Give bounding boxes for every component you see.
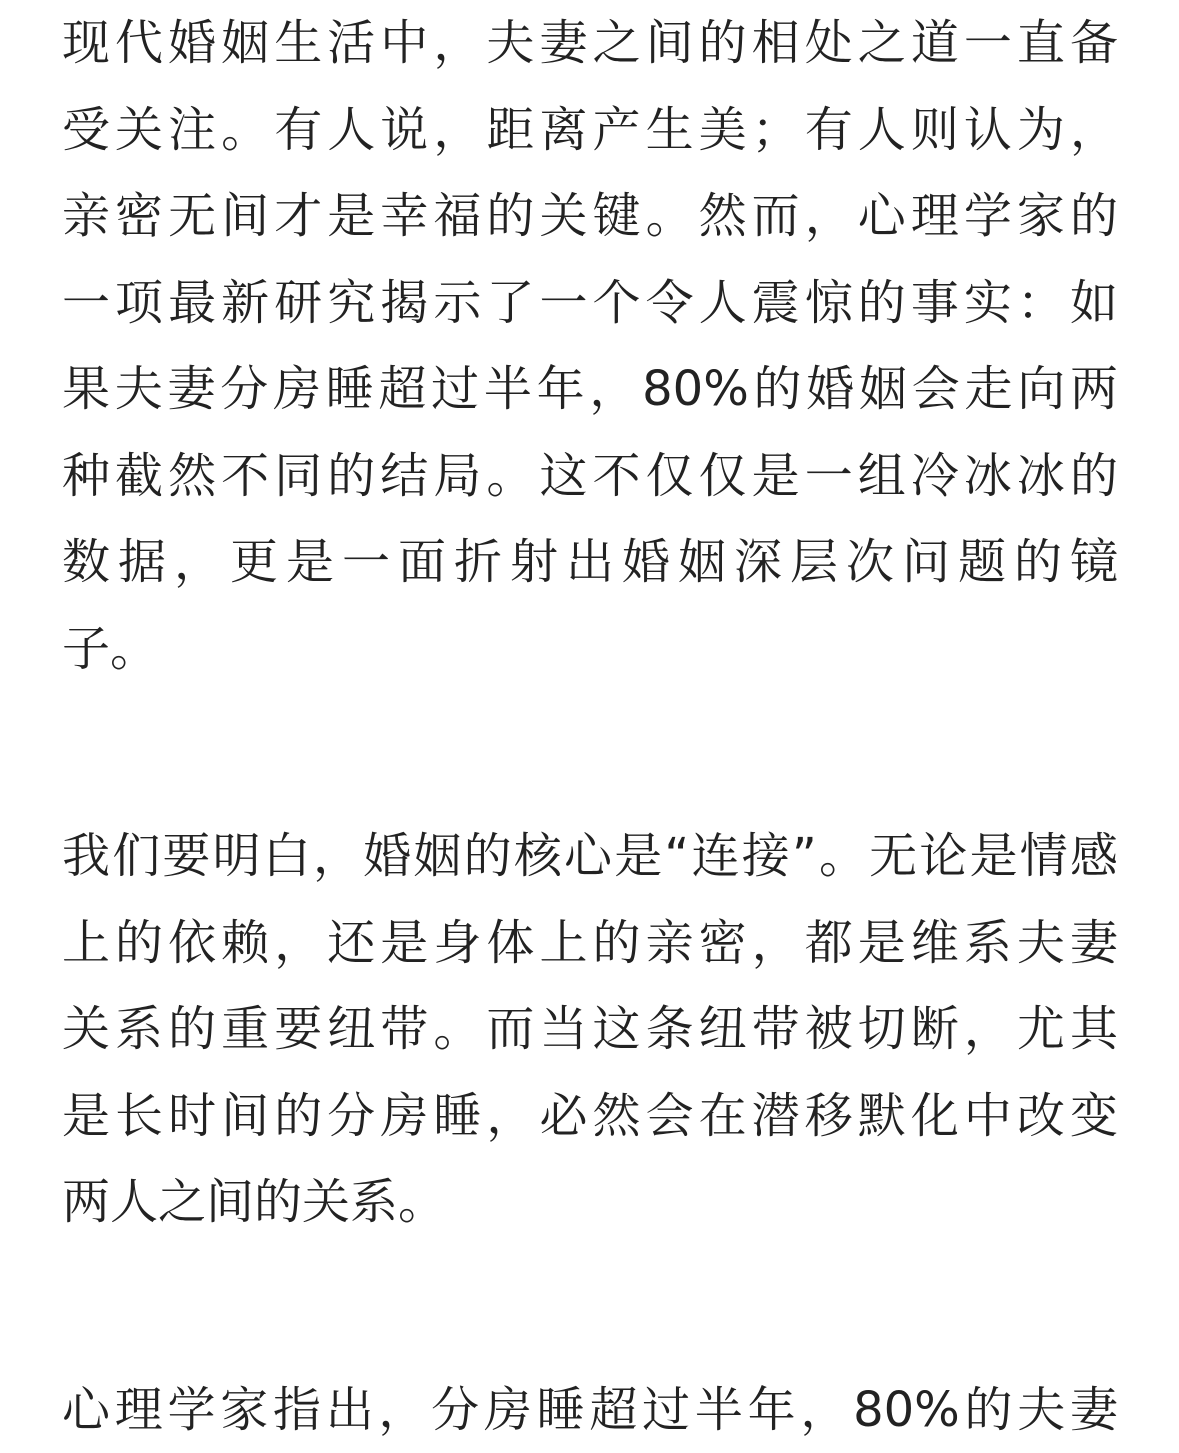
text-line: 果夫妻分房睡超过半年，80%的婚姻会走向两 — [62, 346, 1118, 433]
text-line: 心理学家指出，分房睡超过半年，80%的夫妻 — [62, 1367, 1118, 1453]
text-line: 是长时间的分房睡，必然会在潜移默化中改变 — [62, 1073, 1118, 1160]
paragraph-intro — [62, 0, 1118, 692]
text-line: 子。 — [62, 606, 1118, 693]
text-line: 两人之间的关系。 — [62, 1159, 1118, 1246]
paragraph-spacer — [62, 1246, 1118, 1367]
text-line: 关系的重要纽带。而当这条纽带被切断，尤其 — [62, 986, 1118, 1073]
text-line: 受关注。有人说，距离产生美；有人则认为， — [62, 87, 1118, 174]
text-line: 亲密无间才是幸福的关键。然而，心理学家的 — [62, 173, 1118, 260]
paragraph-spacer — [62, 692, 1118, 813]
text-line: 一项最新研究揭示了一个令人震惊的事实：如 — [62, 260, 1118, 347]
text-line: 数据，更是一面折射出婚姻深层次问题的镜 — [62, 519, 1118, 606]
paragraph-connection — [62, 813, 1118, 1246]
text-line: 上的依赖，还是身体上的亲密，都是维系夫妻 — [62, 900, 1118, 987]
text-line: 现代婚姻生活中，夫妻之间的相处之道一直备 — [62, 0, 1118, 87]
paragraph-psychologist — [62, 1367, 1118, 1453]
text-line: 我们要明白，婚姻的核心是“连接”。无论是情感 — [62, 813, 1118, 900]
text-line: 种截然不同的结局。这不仅仅是一组冷冰冰的 — [62, 433, 1118, 520]
article-body — [62, 0, 1118, 1453]
